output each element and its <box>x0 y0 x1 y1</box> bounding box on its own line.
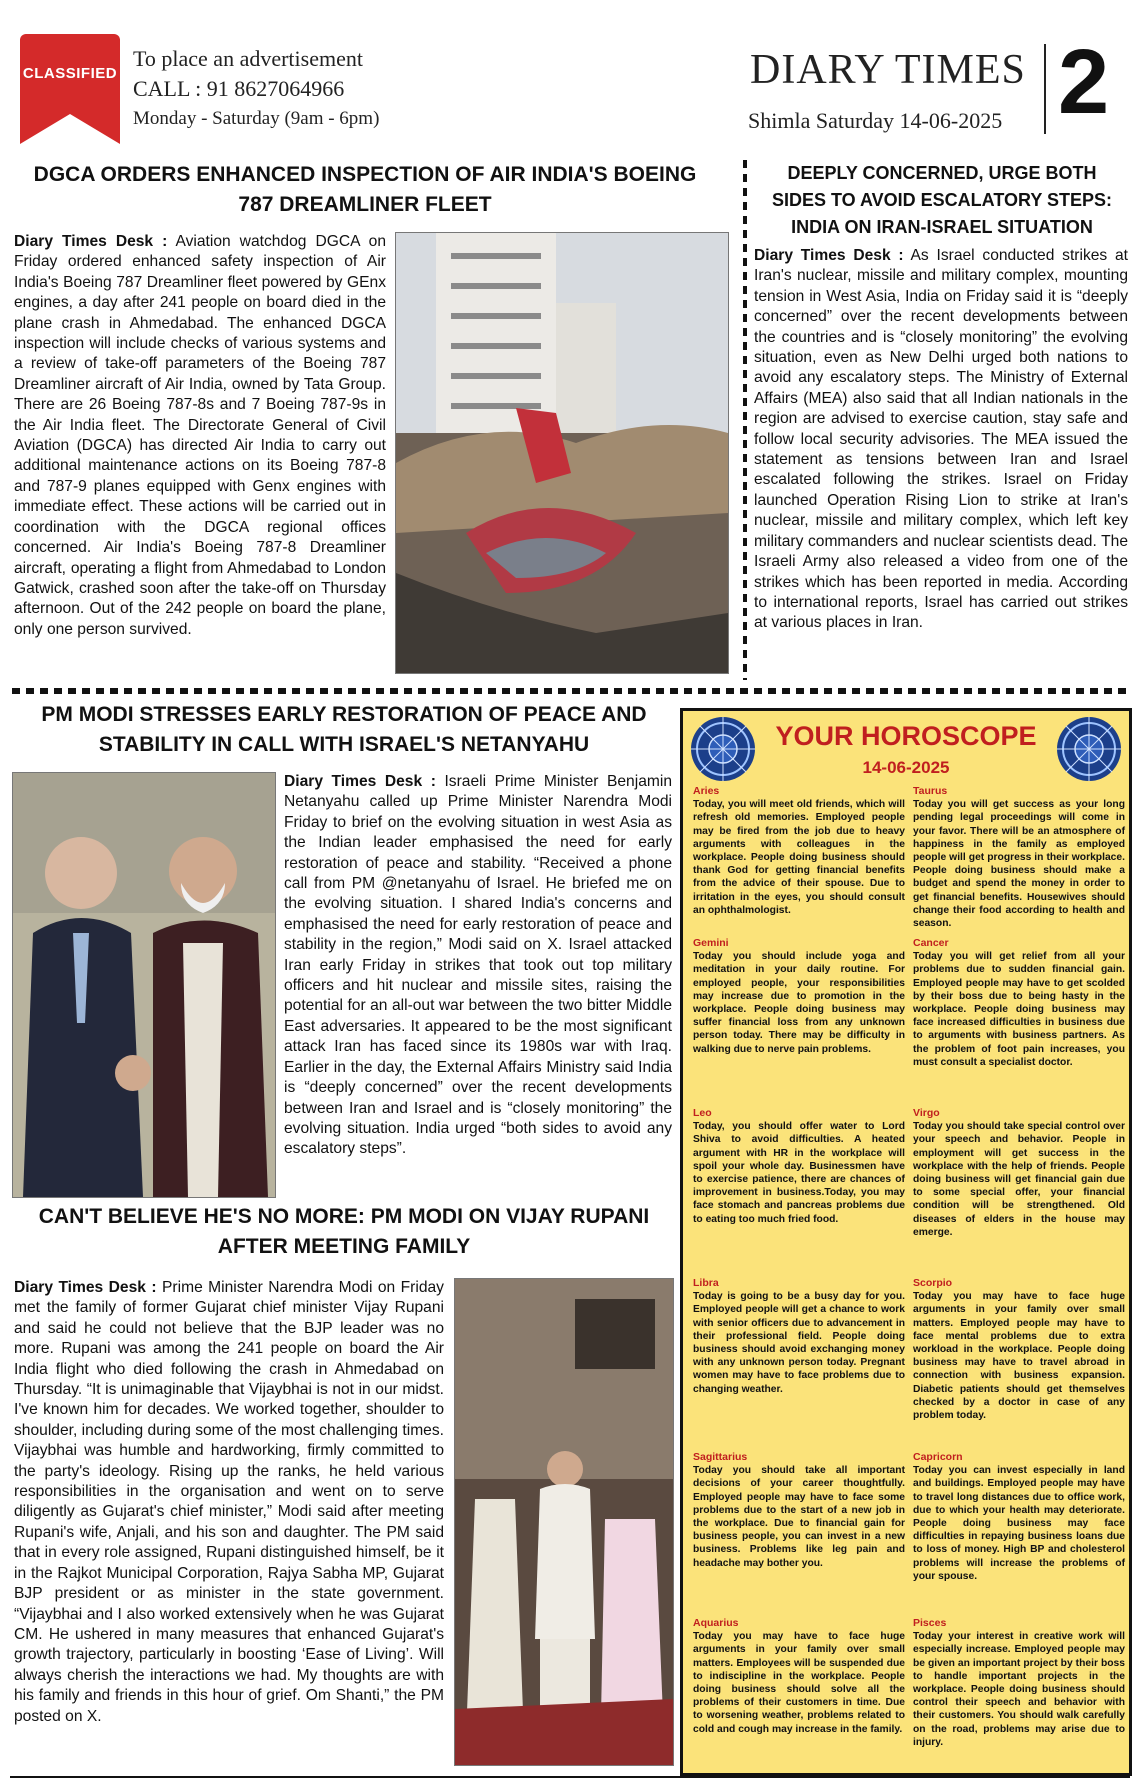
sign-name: Cancer <box>913 937 949 949</box>
dgca-byline: Diary Times Desk : <box>14 233 168 250</box>
advertisement-info <box>133 44 379 134</box>
sign-text: Today you may have to face huge arguments in your family over small matters. Employees will be suspended due to indiscipline in the workplace. People doing business should solve all the problems of their customers in time. Due to worsening weather, problems related to cold and cough may increase in the family. <box>693 1631 905 1735</box>
modi-body-text: Israeli Prime Minister Benjamin Netanyahu called up Prime Minister Narendra Modi Friday to brief on the evolving situation in west Asia as the Indian leader emphasised the need for early restoration of peace and stability. “Received a phone call from PM @netanyahu of Israel. He briefed me on the evolving situation. I shared India's concerns and emphasised the need for early restoration of peace and stability in the region,” Modi said on X. Israel attacked Iran early Friday in strikes that took out top military officers and hit nuclear and missile sites, raising the potential for an all-out war between the two bitter Middle East adversaries. It appeared to be the most significant attack Iran has faced since its 1980s war with Iraq. Earlier in the day, the External Affairs Ministry said India is “deeply concerned” over the recent developments between Iran and Israel and is “closely monitoring” the evolving situation. India urged “both sides to avoid any escalatory steps”. <box>284 773 672 1158</box>
iran-body-text: As Israel conducted strikes at Iran's nuclear, missile and military complex, mounting tension in West Asia, India on Friday said it is “deeply concerned” over the recent developments between the countries and is “closely monitoring” the evolving situation, even as New Delhi urged both nations to avoid any escalatory steps. The Ministry of External Affairs (MEA) also said that all Indian nationals in the region are advised to exercise caution, stay safe and follow local security advisories. The MEA issued the statement as tensions between Iran and Israel escalated following the strikes. Israel on Friday launched Operation Rising Lion to strike at Iran's nuclear, missile and military complex, which left key military commanders and nuclear scientists dead. The Israeli Army also released a video from one of the strikes which has been reported in media. According to international reports, Israel has carried out strikes at various places in Iran. <box>754 247 1128 632</box>
sign-gemini <box>693 937 905 1056</box>
sign-text: Today, you should offer water to Lord Shiva to avoid difficulties. A heated argument with HR in the workplace will spoil your whole day. Businessmen have to exercise patience, there are chances of improvement in business.Today, you may face stomach and pancreas problems due to eating too much fried food. <box>693 1121 905 1225</box>
ad-line-2: CALL : 91 8627064966 <box>133 76 345 101</box>
sign-text: Today you will get success as your long pending legal proceedings will come in your favor. There will be an atmosphere of happiness in the family as employed people will get progress in their workplace. People doing business should make a budget and spend the money in order to get financial benefits. Housewives should change their food according to health and season. <box>913 799 1125 930</box>
modi-headline: PM MODI STRESSES EARLY RESTORATION OF PEACE AND STABILITY IN CALL WITH ISRAEL'S NETANYAHU <box>41 703 647 756</box>
sign-name: Pisces <box>913 1617 947 1629</box>
iran-headline: DEEPLY CONCERNED, URGE BOTH SIDES TO AVOID ESCALATORY STEPS: INDIA ON IRAN-ISRAEL SITUATION <box>771 163 1113 237</box>
sign-aries <box>693 785 905 917</box>
sign-text: Today you should include yoga and meditation in your daily routine. For employed people, your responsibilities may increase due to promotion in the workplace. People doing business may suffer financial loss from any unknown person today. There may be difficulty in walking due to nerve pain problems. <box>693 951 905 1055</box>
sign-text: Today you may have to face huge arguments in your family over small matters. Employed people may have to face mental problems due to extra workload in the workplace. People doing business may have to travel abroad in connection with business expansion. Diabetic patients should get themselves checked by a doctor in case of any problem today. <box>913 1291 1125 1422</box>
classified-label: CLASSIFIED <box>22 65 118 82</box>
masthead: DIARY TIMES <box>750 47 1026 93</box>
sign-text: Today your interest in creative work will especially increase. Employed people may be given an important project by their boss to handle important projects in the workplace. People doing business should control their speech and behavior with their customers. You should walk carefully on the road, problems may arise due to injury. <box>913 1631 1125 1748</box>
sign-capricorn <box>913 1451 1125 1583</box>
ad-line-3: Monday - Saturday (9am - 6pm) <box>133 108 380 129</box>
sign-sagittarius <box>693 1451 905 1570</box>
header-divider <box>1044 44 1046 134</box>
sign-libra <box>693 1277 905 1396</box>
section-divider <box>12 688 1132 694</box>
dgca-body-text: Aviation watchdog DGCA on Friday ordered enhanced safety inspection of Air India's Boeing 787 Dreamliner fleet powered by GEnx engines, a day after 241 people on board died in the plane crash in Ahmedabad. The enhanced DGCA inspection will include checks of various systems and a review of take-off parameters of the Boeing 787 Dreamliner aircraft of Air India, owned by Tata Group. There are 26 Boeing 787-8s and 7 Boeing 787-9s in the Air India fleet. The Directorate General of Civil Aviation (DGCA) has directed Air India to carry out additional maintenance actions on its Boeing 787-8 and 787-9 planes equipped with Genx engines with immediate effect. These actions will be carried out in coordination with the DGCA regional offices concerned. Air India's Boeing 787-8 Dreamliner aircraft, operating a flight from Ahmedabad to London Gatwick, crashed soon after the take-off on Thursday afternoon. Out of the 242 people on board the plane, only one person survived. <box>14 233 386 638</box>
sign-name: Capricorn <box>913 1451 963 1463</box>
sign-name: Taurus <box>913 785 948 797</box>
ad-line-1: To place an advertisement <box>133 46 363 71</box>
classified-badge <box>20 34 120 134</box>
sign-leo <box>693 1107 905 1226</box>
sign-cancer <box>913 937 1125 1069</box>
sign-text: Today you should take all important decisions of your career thoughtfully. Employed people may have to face some problems due to the start of a new job in the workplace. Due to financial gain for business people, you can invest in a new business. Problems like leg pain and headache may bother you. <box>693 1465 905 1569</box>
iran-byline: Diary Times Desk : <box>754 247 904 264</box>
sign-taurus <box>913 785 1125 930</box>
column-divider <box>743 160 747 680</box>
netanyahu-modi-photo <box>12 772 276 1198</box>
sign-text: Today you can invest especially in land and buildings. Employed people may have to travel long distances due to office work, due to which your health may deteriorate. People doing business may face difficulties in repaying business loans due to loss of money. High BP and cholesterol problems will increase the problems of your spouse. <box>913 1465 1125 1582</box>
sign-text: Today is going to be a busy day for you. Employed people will get a chance to work with senior officers due to advancement in their professional field. People doing business should avoid exchanging money with any unknown person today. Pregnant women may have to face problems due to changing weather. <box>693 1291 905 1395</box>
horoscope-title: YOUR HOROSCOPE <box>775 721 1037 751</box>
rupani-byline: Diary Times Desk : <box>14 1279 157 1296</box>
sign-name: Sagittarius <box>693 1451 748 1463</box>
rupani-body-text: Prime Minister Narendra Modi on Friday met the family of former Gujarat chief minister Vijay Rupani and said he could not believe that the BJP leader was no more. Rupani was among the 241 people on board the Air India flight who died following the crash in Ahmedabad on Thursday. “It is unimaginable that Vijaybhai is not in our midst. I've known him for decades. We worked together, shoulder to shoulder, including during some of the most challenging times. Vijaybhai was humble and hardworking, firmly committed to the party's ideology. Rising up the ranks, he held various responsibilities in the organisation and went on to serve diligently as Gujarat's chief minister,” Modi said after meeting Rupani's wife, Anjali, and his son and daughter. The PM said that in every role assigned, Rupani distinguished himself, be it in the Rajkot Municipal Corporation, Rajya Sabha MP, Gujarat BJP president or as minister in the state government. “Vijaybhai and I also worked extensively when he was Gujarat CM. He ushered in many measures that enhanced Gujarat's growth trajectory, particularly in boosting ‘Ease of Living’. Will always cherish the interactions we had. My thoughts are with his family and friends in this hour of grief. Om Shanti,” the PM posted on X. <box>14 1279 444 1725</box>
sign-name: Aries <box>693 785 720 797</box>
horoscope-panel <box>680 708 1132 1776</box>
sign-name: Leo <box>693 1107 712 1119</box>
sign-text: Today you will get relief from all your problems due to sudden financial gain. Employed people may have to get scolded by their boss due to being hasty in the workplace. People doing business may face increased difficulties in business due to arguments with business partners. As the problem of foot pain increases, you must consult a specialist doctor. <box>913 951 1125 1068</box>
page-number: 2 <box>1058 31 1110 133</box>
modi-article-body <box>284 772 672 1160</box>
page-bottom-rule <box>10 1776 1130 1778</box>
dgca-article-body <box>14 232 386 640</box>
dgca-headline: DGCA ORDERS ENHANCED INSPECTION OF AIR INDIA'S BOEING 787 DREAMLINER FLEET <box>33 163 697 216</box>
sign-scorpio <box>913 1277 1125 1422</box>
sign-name: Aquarius <box>693 1617 739 1629</box>
sign-text: Today, you will meet old friends, which will refresh old memories. Employed people may be fired from the job due to heavy arguments with colleagues in the workplace. People doing business should thank God for getting financial benefits from the advice of their spouse. Due to irritation in the eyes, you should consult an ophthalmologist. <box>693 799 905 916</box>
modi-byline: Diary Times Desk : <box>284 773 436 790</box>
rupani-headline: CAN'T BELIEVE HE'S NO MORE: PM MODI ON VIJAY RUPANI AFTER MEETING FAMILY <box>38 1205 650 1258</box>
crash-site-photo <box>395 232 729 674</box>
iran-article-body <box>754 246 1128 634</box>
sign-virgo <box>913 1107 1125 1239</box>
sign-aquarius <box>693 1617 905 1736</box>
rupani-article-body <box>14 1278 444 1727</box>
sign-name: Scorpio <box>913 1277 953 1289</box>
horoscope-date: 14-06-2025 <box>862 758 950 777</box>
sign-name: Libra <box>693 1277 719 1289</box>
sign-name: Virgo <box>913 1107 940 1119</box>
rupani-family-photo <box>454 1278 674 1766</box>
sign-name: Gemini <box>693 937 729 949</box>
sign-text: Today you should take special control over your speech and behavior. People in employment will get success in the workplace with the help of friends. People doing business will get financial gain due to some special offer, your financial condition will be strengthened. Old diseases of elders in the house may emerge. <box>913 1121 1125 1238</box>
sign-pisces <box>913 1617 1125 1749</box>
dateline: Shimla Saturday 14-06-2025 <box>748 108 1003 133</box>
